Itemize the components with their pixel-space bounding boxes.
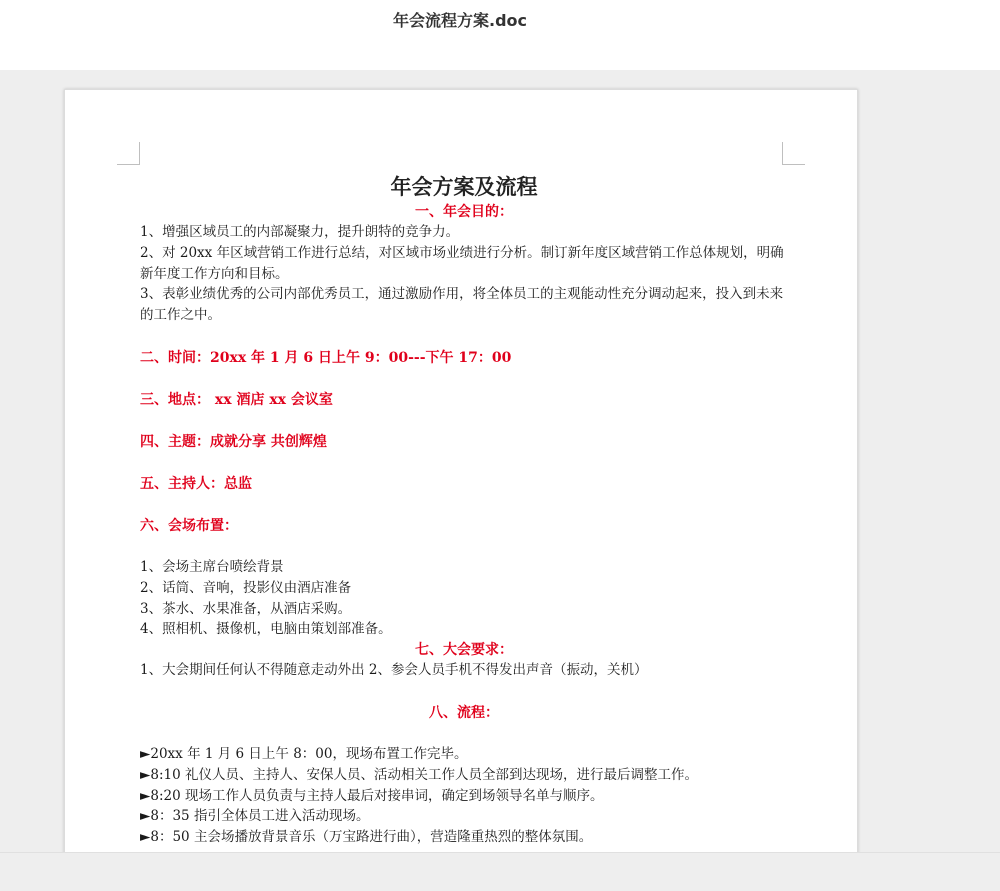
title-bar [0, 0, 1000, 70]
section-purpose-title: 一、年会目的： [415, 204, 513, 220]
document-filename: 年会流程方案.doc [392, 11, 527, 30]
process-item-3: ►8:20 现场工作人员负责与主持人最后对接串词，确定到场领导名单与顺序。 [140, 787, 604, 804]
requirements-text: 1、大会期间任何认不得随意走动外出 2、参会人员手机不得发出声音（振动，关机） [140, 662, 648, 679]
section-host: 五、主持人：总监 [140, 475, 252, 492]
process-item-4: ►8：35 指引全体员工进入活动现场。 [140, 808, 370, 825]
purpose-item-3: 3、表彰业绩优秀的公司内部优秀员工，通过激励作用，将全体员工的主观能动性充分调动起来，投入到未来的工作之中。 [140, 286, 784, 324]
margin-corner-mark-right [782, 142, 805, 165]
document-viewer[interactable] [0, 70, 1000, 852]
process-item-5: ►8：50 主会场播放背景音乐（万宝路进行曲），营造隆重热烈的整体氛围。 [140, 829, 593, 846]
process-item-1: ►20xx 年 1 月 6 日上午 8：00，现场布置工作完毕。 [140, 745, 468, 762]
page-content [140, 172, 788, 848]
document-page [64, 89, 858, 852]
section-theme: 四、主题：成就分享 共创辉煌 [140, 433, 327, 450]
venue-item-4: 4、照相机、摄像机，电脑由策划部准备。 [140, 621, 392, 638]
section-process-title: 八、流程： [429, 704, 499, 721]
venue-item-1: 1、会场主席台喷绘背景 [140, 558, 284, 575]
section-requirements-title: 七、大会要求： [415, 642, 513, 659]
purpose-item-1: 1、增强区域员工的内部凝聚力，提升朗特的竞争力。 [140, 224, 460, 240]
bottom-toolbar [0, 852, 1000, 891]
document-heading: 年会方案及流程 [390, 174, 538, 199]
venue-item-3: 3、茶水、水果准备，从酒店采购。 [140, 600, 352, 617]
venue-item-2: 2、话筒、音响，投影仪由酒店准备 [140, 579, 352, 596]
purpose-item-2: 2、对 20xx 年区域营销工作进行总结，对区域市场业绩进行分析。制订新年度区域营销工作总体规划，明确新年度工作方向和目标。 [140, 244, 784, 282]
section-location: 三、地点： xx 酒店 xx 会议室 [140, 391, 333, 408]
process-item-2: ►8:10 礼仪人员、主持人、安保人员、活动相关工作人员全部到达现场，进行最后调整工作。 [140, 766, 698, 783]
margin-corner-mark-left [117, 142, 140, 165]
section-venue-title: 六、会场布置： [140, 517, 238, 534]
section-time: 二、时间：20xx 年 1 月 6 日上午 9：00---下午 17：00 [140, 349, 512, 366]
